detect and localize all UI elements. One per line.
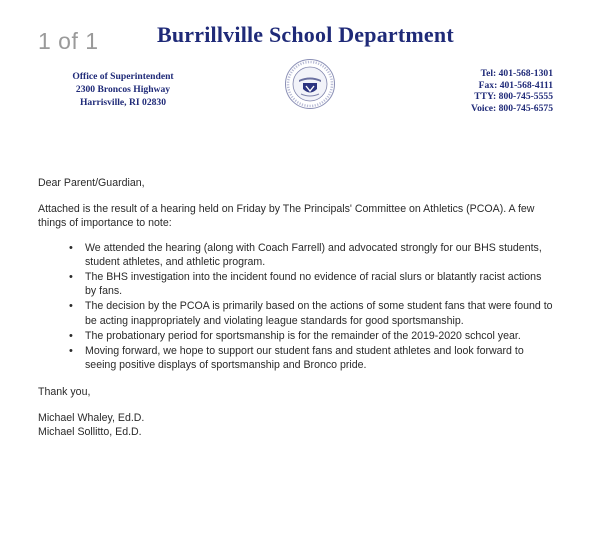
department-title: Burrillville School Department bbox=[157, 22, 454, 47]
signature-line: Michael Sollitto, Ed.D. bbox=[38, 425, 142, 438]
school-seal-icon bbox=[284, 58, 336, 110]
greeting: Dear Parent/Guardian, bbox=[38, 177, 145, 189]
contact-info bbox=[471, 68, 553, 114]
contact-line: Fax: 401-568-4111 bbox=[478, 79, 553, 91]
contact-line: TTY: 800-745-5555 bbox=[474, 91, 553, 103]
contact-line: Tel: 401-568-1301 bbox=[480, 68, 553, 79]
signature-line: Michael Whaley, Ed.D. bbox=[38, 411, 145, 424]
page-counter: 1 of 1 bbox=[38, 28, 99, 54]
list-item: • The BHS investigation into the incident found no evidence of racial slurs or blatantly racist actions by fans. bbox=[85, 270, 553, 298]
office-address bbox=[58, 70, 188, 109]
closing: Thank you, bbox=[38, 386, 91, 399]
address-line: 2300 Broncos Highway bbox=[75, 84, 171, 95]
list-item: • The probationary period for sportsmanship is for the remainder of the 2019-2020 schcol year. bbox=[85, 329, 553, 343]
bullet-list bbox=[38, 241, 578, 373]
contact-line: Voice: 800-745-6575 bbox=[471, 102, 553, 114]
list-item: • Moving forward, we hope to support our student fans and student athletes and look forward to seeing positive displays of sportsmanship and Bronco pride. bbox=[85, 344, 553, 372]
address-line: Office of Superintendent bbox=[72, 71, 174, 82]
list-item: • The decision by the PCOA is primarily based on the actions of some student fans that were found to be acting inappropriately and violating league standards for good sportsmanship. bbox=[85, 299, 553, 327]
address-line: Harrisville, RI 02830 bbox=[79, 97, 167, 108]
intro-paragraph: Attached is the result of a hearing held on Friday by The Principals' Committee on Athletics (PCOA). A few things of importance to note: bbox=[38, 203, 535, 230]
letter-body bbox=[38, 176, 578, 439]
list-item: • We attended the hearing (along with Coach Farrell) and advocated strongly for our BHS students, student athletes, and athletic program. bbox=[85, 241, 553, 269]
